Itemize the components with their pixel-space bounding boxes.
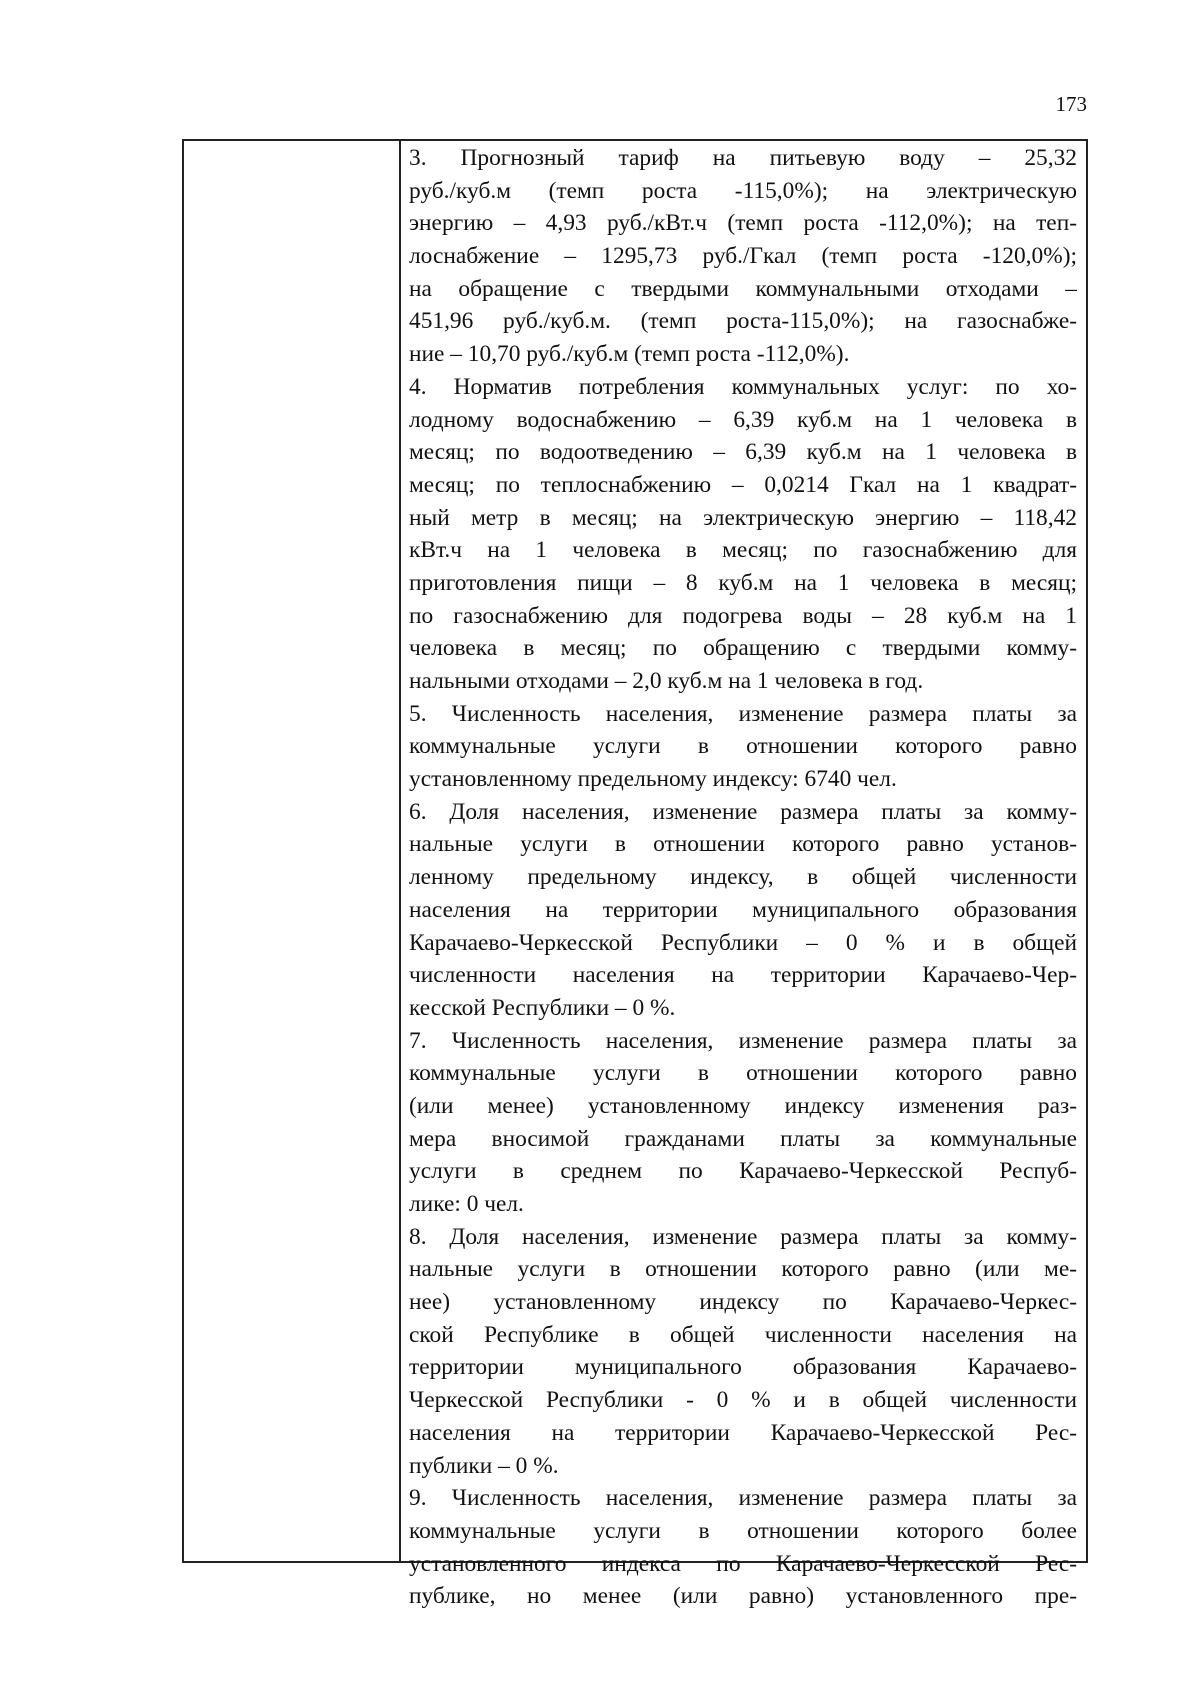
paragraph-line: 8. Доля населения, изменение размера платы за комму- [409,1223,1077,1250]
paragraph-line: Черкесской Республики - 0 % и в общей численности [409,1387,1077,1414]
paragraph-line: ленному предельному индексу, в общей численности [409,864,1077,891]
paragraph-line: нальные услуги в отношении которого равно (или ме- [409,1256,1077,1283]
paragraph-line: нее) установленному индексу по Карачаево-Черкес- [409,1289,1077,1316]
paragraph-line: нальными отходами – 2,0 куб.м на 1 человека в год. [409,668,924,694]
paragraph-line: 9. Численность населения, изменение размера платы за [409,1485,1077,1512]
paragraph-line: нальные услуги в отношении которого равно установ- [409,831,1077,858]
paragraph-line: услуги в среднем по Карачаево-Черкесской Респуб- [409,1158,1077,1185]
paragraph-line: публике, но менее (или равно) установленного пре- [409,1583,1077,1610]
paragraph-line: 451,96 руб./куб.м. (темп роста-115,0%); на газоснабже- [409,308,1077,335]
table-left-cell [184,141,401,1561]
paragraph-line: 5. Численность населения, изменение размера платы за [409,700,1077,727]
paragraph-item-6 [409,796,1077,1025]
paragraph-line: населения на территории муниципального образования [409,896,1077,923]
paragraph-item-8 [409,1221,1077,1483]
paragraph-line: Карачаево-Черкесской Республики – 0 % и в общей [409,929,1077,956]
paragraph-line: установленного индекса по Карачаево-Черкесской Рес- [409,1550,1077,1577]
paragraph-item-7 [409,1025,1077,1221]
table-right-cell [401,141,1086,1610]
paragraph-line: ние – 10,70 руб./куб.м (темп роста -112,0%). [409,341,850,368]
paragraph-line: на обращение с твердыми коммунальными отходами – [409,275,1077,302]
paragraph-line: 6. Доля населения, изменение размера платы за комму- [409,798,1077,825]
paragraph-item-5 [409,698,1077,796]
paragraph-line: лодному водоснабжению – 6,39 куб.м на 1 человека в [409,406,1077,433]
paragraph-line: коммунальные услуги в отношении которого более [409,1517,1077,1544]
paragraph-line: кесской Республики – 0 %. [409,994,676,1021]
paragraph-line: кВт.ч на 1 человека в месяц; по газоснабжению для [409,537,1077,564]
paragraph-line: численности населения на территории Карачаево-Чер- [409,962,1077,989]
paragraph-line: мера вносимой гражданами платы за коммунальные [409,1125,1077,1152]
paragraph-line: по газоснабжению для подогрева воды – 28 куб.м на 1 [409,602,1077,629]
paragraph-item-3 [409,142,1077,371]
page-number: 173 [1055,92,1087,116]
paragraph-line: ской Республике в общей численности населения на [409,1321,1077,1348]
paragraph-line: энергию – 4,93 руб./кВт.ч (темп роста -112,0%); на теп- [409,210,1077,237]
paragraph-line: человека в месяц; по обращению с твердыми комму- [409,635,1077,662]
paragraph-line: 3. Прогнозный тариф на питьевую воду – 25,32 [409,145,1077,171]
paragraph-line: территории муниципального образования Карачаево- [409,1354,1077,1381]
paragraph-item-9 [409,1482,1077,1613]
paragraph-line: публики – 0 %. [409,1452,559,1479]
paragraph-line: месяц; по теплоснабжению – 0,0214 Гкал на 1 квадрат- [409,471,1077,498]
paragraph-line: коммунальные услуги в отношении которого равно [409,1060,1077,1087]
paragraph-line: лике: 0 чел. [409,1191,524,1217]
paragraph-line: ный метр в месяц; на электрическую энергию – 118,42 [409,504,1077,531]
paragraph-line: 7. Численность населения, изменение размера платы за [409,1027,1077,1054]
paragraph-line: (или менее) установленному индексу изменения раз- [409,1092,1077,1119]
paragraph-line: населения на территории Карачаево-Черкесской Рес- [409,1419,1077,1446]
paragraph-line: приготовления пищи – 8 куб.м на 1 человека в месяц; [409,569,1077,596]
paragraph-line: коммунальные услуги в отношении которого равно [409,733,1077,760]
paragraph-item-4 [409,371,1077,698]
paragraph-line: руб./куб.м (темп роста -115,0%); на электрическую [409,177,1077,204]
paragraph-line: лоснабжение – 1295,73 руб./Гкал (темп роста -120,0%); [409,243,1077,270]
document-table [182,139,1088,1610]
paragraph-line: месяц; по водоотведению – 6,39 куб.м на 1 человека в [409,439,1077,466]
paragraph-line: 4. Норматив потребления коммунальных услуг: по хо- [409,373,1077,400]
paragraph-line: установленному предельному индексу: 6740 чел. [409,766,897,793]
